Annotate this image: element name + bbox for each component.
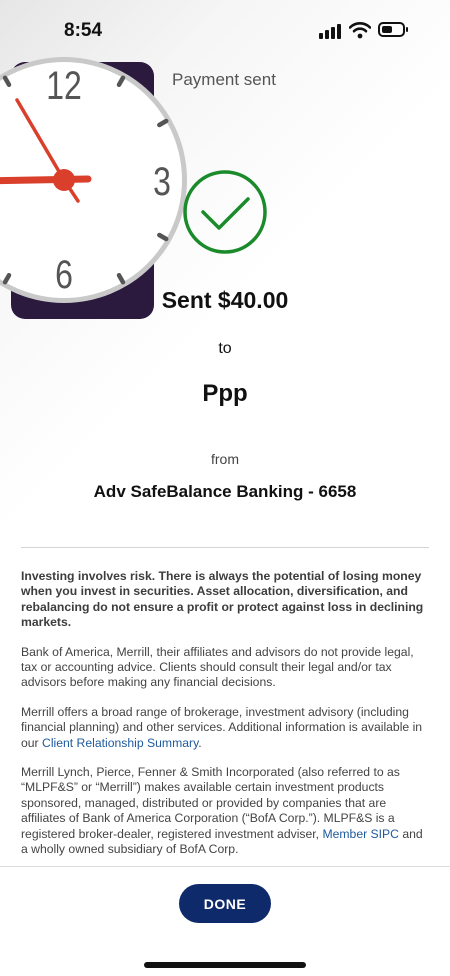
status-time: 8:54 <box>64 20 103 41</box>
divider <box>21 547 429 548</box>
signal-icon <box>319 23 343 39</box>
page-title: Payment sent <box>172 70 276 89</box>
checkmark-circle-icon <box>181 168 269 256</box>
client-relationship-summary-link[interactable]: Client Relationship Summary <box>42 735 199 750</box>
clock-numeral-6: 6 <box>55 251 73 297</box>
wifi-icon <box>349 21 371 39</box>
done-button[interactable]: DONE <box>179 884 271 923</box>
clock-numeral-3: 3 <box>153 158 171 204</box>
clock-numeral-12: 12 <box>46 62 82 108</box>
member-sipc-link[interactable]: Member SIPC <box>322 826 399 841</box>
home-indicator <box>144 962 306 968</box>
disclosures <box>21 569 431 872</box>
mlpf-disclosure: Merrill Lynch, Pierce, Fenner & Smith Incorporated (also referred to as “MLPF&S” or “Merrill”) makes available certain investment products sponsored, managed, distributed or provided by companies that are affiliates of Bank of America Corporation (“BofA Corp.”). MLPF&S is a registered broker-dealer, registered investment adviser, Member SIPC and a wholly owned subsidiary of BofA Corp. <box>21 765 423 857</box>
advice-disclosure: Bank of America, Merrill, their affiliates and advisors do not provide legal, tax or accounting advice. Clients should consult their legal and/or tax advisors before making any financial decisions. <box>21 644 414 690</box>
services-disclosure: Merrill offers a broad range of brokerage, investment advisory (including financial planning) and other services. Additional information is available in our Client Relationship Summary. <box>21 704 423 750</box>
sent-amount: Sent $40.00 <box>161 287 289 313</box>
from-label: from <box>211 451 239 467</box>
battery-icon <box>378 22 405 37</box>
to-label: to <box>218 340 232 357</box>
risk-disclosure: Investing involves risk. There is always the potential of losing money when you invest in securities. Asset allocation, diversification, and rebalancing do not ensure a profit or protect against loss in declining markets. <box>21 569 424 630</box>
source-account: Adv SafeBalance Banking - 6658 <box>93 482 357 501</box>
recipient-name: Ppp <box>202 380 248 407</box>
clock-icon <box>0 52 190 308</box>
